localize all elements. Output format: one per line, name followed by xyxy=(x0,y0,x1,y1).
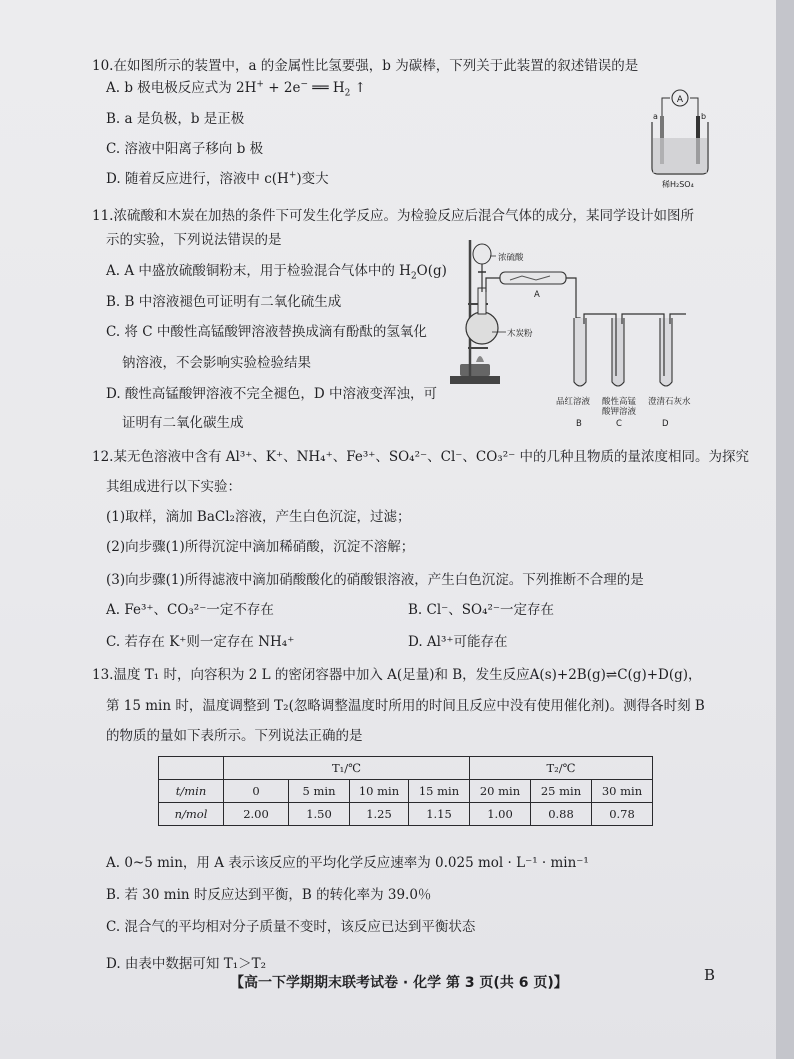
q10-option-c: C. 溶液中阳离子移向 b 极 xyxy=(106,141,264,157)
q11-stem-1: 11.浓硫酸和木炭在加热的条件下可发生化学反应。为检验反应后混合气体的成分，某同学设计如图所 xyxy=(92,208,694,224)
svg-text:稀H₂SO₄: 稀H₂SO₄ xyxy=(662,180,694,189)
table-cell: 30 min xyxy=(592,780,653,803)
table-row xyxy=(159,803,653,826)
tube-d xyxy=(660,318,672,386)
svg-text:D: D xyxy=(662,419,669,429)
q12-option-c: C. 若存在 K⁺则一定存在 NH₄⁺ xyxy=(106,634,295,650)
q11-option-c-1: C. 将 C 中酸性高锰酸钾溶液替换成滴有酚酞的氢氧化 xyxy=(106,324,427,340)
galvanic-cell-figure xyxy=(640,86,720,192)
table-row xyxy=(159,780,653,803)
svg-text:C: C xyxy=(616,419,622,429)
q10-option-a: A. b 极电极反应式为 2H+ + 2e− ══ $H_2$ ↑ xyxy=(106,79,366,99)
t1-header: T₁/℃ xyxy=(224,757,470,780)
q13-stem-2: 第 15 min 时，温度调整到 T₂(忽略调整温度时所用的时间且反应中没有使用催化剂)。测得各时刻 B xyxy=(106,698,705,714)
table-cell: 0 xyxy=(224,780,289,803)
table-header-row xyxy=(159,757,653,780)
tube-b xyxy=(574,318,586,386)
svg-text:B: B xyxy=(576,419,582,429)
q12-step-2: (2)向步骤(1)所得沉淀中滴加稀硝酸，沉淀不溶解； xyxy=(106,539,415,555)
svg-text:浓硫酸: 浓硫酸 xyxy=(498,253,524,263)
time-label: t/min xyxy=(159,780,224,803)
acid-solution xyxy=(653,138,707,173)
q13-option-a: A. 0~5 min，用 A 表示该反应的平均化学反应速率为 0.025 mol · L⁻¹ · min⁻¹ xyxy=(106,855,589,871)
q10-option-b: B. a 是负极，b 是正极 xyxy=(106,111,245,127)
table-cell: 1.00 xyxy=(470,803,531,826)
table-cell: 1.15 xyxy=(409,803,470,826)
q13-stem-1: 13.温度 T₁ 时，向容积为 2 L 的密闭容器中加入 A(足量)和 B，发生反应A(s)+2B(g)⇌C(g)+D(g)， xyxy=(92,667,702,683)
q11-option-d-2: 证明有二氧化碳生成 xyxy=(122,415,244,431)
table-cell: 25 min xyxy=(531,780,592,803)
q12-option-d: D. Al³⁺可能存在 xyxy=(408,634,508,650)
q13-option-b: B. 若 30 min 时反应达到平衡，B 的转化率为 39.0％ xyxy=(106,887,432,903)
q11-option-d-1: D. 酸性高锰酸钾溶液不完全褪色，D 中溶液变浑浊，可 xyxy=(106,386,438,402)
table-cell: 0.78 xyxy=(592,803,653,826)
moles-label: n/mol xyxy=(159,803,224,826)
q12-stem-1: 12.某无色溶液中含有 Al³⁺、K⁺、NH₄⁺、Fe³⁺、SO₄²⁻、Cl⁻、CO₃²⁻ 中的几种且物质的量浓度相同。为探究 xyxy=(92,449,750,465)
table-cell: 5 min xyxy=(289,780,350,803)
svg-text:酸性高锰: 酸性高锰 xyxy=(602,397,637,407)
q12-stem-2: 其组成进行以下实验： xyxy=(106,479,241,495)
svg-text:品红溶液: 品红溶液 xyxy=(556,397,591,407)
q11-option-a: A. A 中盛放硫酸铜粉末，用于检验混合气体中的 $H_2O(g)$ xyxy=(106,263,447,282)
q13-data-table xyxy=(158,756,653,826)
svg-text:a: a xyxy=(653,112,658,121)
q10-option-d: D. 随着反应进行，溶液中 c(H+)变大 xyxy=(106,170,329,187)
q12-option-b: B. Cl⁻、SO₄²⁻一定存在 xyxy=(408,602,555,618)
svg-text:木炭粉: 木炭粉 xyxy=(507,329,533,339)
table-cell: 10 min xyxy=(350,780,409,803)
table-cell: 1.25 xyxy=(350,803,409,826)
q11-option-c-2: 钠溶液，不会影响实验检验结果 xyxy=(122,355,311,371)
q12-step-3: (3)向步骤(1)所得滤液中滴加硝酸酸化的硝酸银溶液，产生白色沉淀。下列推断不合理的是 xyxy=(106,572,644,588)
page-footer: 【高一下学期期末联考试卷 · 化学 第 3 页(共 6 页)】 xyxy=(230,975,568,991)
table-cell: 2.00 xyxy=(224,803,289,826)
q11-stem-2: 示的实验，下列说法错误的是 xyxy=(106,232,282,248)
table-cell: 15 min xyxy=(409,780,470,803)
table-cell: 1.50 xyxy=(289,803,350,826)
q11-option-b: B. B 中溶液褪色可证明有二氧化硫生成 xyxy=(106,294,342,310)
q13-stem-3: 的物质的量如下表所示。下列说法正确的是 xyxy=(106,728,363,744)
t2-header: T₂/℃ xyxy=(470,757,653,780)
table-cell: 0.88 xyxy=(531,803,592,826)
svg-text:A: A xyxy=(534,290,540,300)
tube-c xyxy=(612,318,624,386)
q12-step-1: (1)取样，滴加 BaCl₂溶液，产生白色沉淀，过滤； xyxy=(106,509,411,525)
q13-option-c: C. 混合气的平均相对分子质量不变时，该反应已达到平衡状态 xyxy=(106,919,476,935)
drying-tube-a xyxy=(500,272,566,284)
q12-option-a: A. Fe³⁺、CO₃²⁻一定不存在 xyxy=(106,602,274,618)
q13-option-d: D. 由表中数据可知 T₁＞T₂ xyxy=(106,956,267,972)
page-edge xyxy=(776,0,794,1059)
gas-test-apparatus-figure xyxy=(440,236,700,430)
q10-stem: 10.在如图所示的装置中，a 的金属性比氢要强，b 为碳棒，下列关于此装置的叙述错误的是 xyxy=(92,58,639,74)
svg-text:A: A xyxy=(676,95,684,105)
table-cell: 20 min xyxy=(470,780,531,803)
svg-text:酸钾溶液: 酸钾溶液 xyxy=(602,407,637,417)
svg-text:澄清石灰水: 澄清石灰水 xyxy=(648,397,691,407)
side-letter: B xyxy=(704,966,716,984)
svg-text:b: b xyxy=(701,112,707,121)
